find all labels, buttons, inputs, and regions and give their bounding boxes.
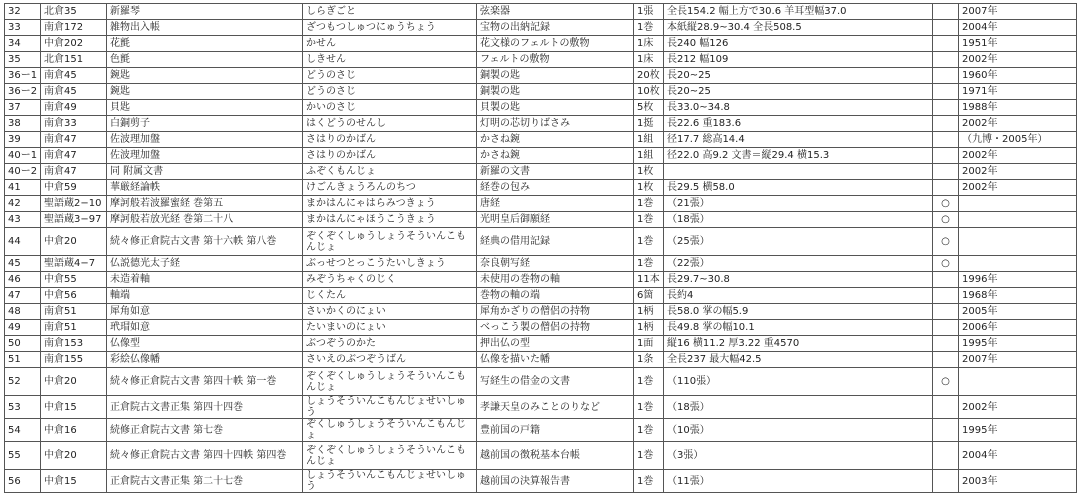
table-row bbox=[5, 256, 1077, 272]
table-row bbox=[5, 396, 1077, 419]
year-cell: 2002年 bbox=[959, 396, 1077, 419]
item-reading-cell: たいまいのにょい bbox=[303, 320, 477, 336]
year-cell bbox=[959, 256, 1077, 272]
year-cell: 2003年 bbox=[959, 470, 1077, 493]
item-reading-cell: しょうそういんこもんじょせいしゅう bbox=[303, 470, 477, 493]
table-body bbox=[5, 4, 1077, 493]
dimensions-cell: （11張） bbox=[664, 470, 933, 493]
item-description-cell: 灯明の芯切りばさみ bbox=[477, 116, 634, 132]
item-number-cell: 39 bbox=[5, 132, 41, 148]
dimensions-cell: 長29.5 横58.0 bbox=[664, 180, 933, 196]
item-number-cell: 40ー2 bbox=[5, 164, 41, 180]
quantity-cell: 1柄 bbox=[634, 304, 664, 320]
item-reading-cell: はくどうのせんし bbox=[303, 116, 477, 132]
quantity-cell: 1巻 bbox=[634, 228, 664, 256]
item-name-cell: 華厳経論帙 bbox=[107, 180, 303, 196]
mark-cell bbox=[933, 4, 959, 20]
item-reading-cell: ぞくぞくしゅうしょうそういんこもんじょ bbox=[303, 442, 477, 470]
item-number-cell: 47 bbox=[5, 288, 41, 304]
year-cell: 2002年 bbox=[959, 164, 1077, 180]
item-reading-cell: ざつもつしゅつにゅうちょう bbox=[303, 20, 477, 36]
quantity-cell: 1巻 bbox=[634, 196, 664, 212]
item-description-cell: 越前国の決算報告書 bbox=[477, 470, 634, 493]
storage-location-cell: 南倉47 bbox=[41, 148, 107, 164]
table-row bbox=[5, 368, 1077, 396]
table-row bbox=[5, 132, 1077, 148]
quantity-cell: 1組 bbox=[634, 132, 664, 148]
item-description-cell: 新羅の文書 bbox=[477, 164, 634, 180]
item-name-cell: 新羅琴 bbox=[107, 4, 303, 20]
item-reading-cell: どうのさじ bbox=[303, 84, 477, 100]
year-cell: 1968年 bbox=[959, 288, 1077, 304]
item-number-cell: 45 bbox=[5, 256, 41, 272]
year-cell: 1995年 bbox=[959, 419, 1077, 442]
mark-cell bbox=[933, 84, 959, 100]
year-cell: 1996年 bbox=[959, 272, 1077, 288]
item-number-cell: 44 bbox=[5, 228, 41, 256]
item-name-cell: 摩訶般若放光経 巻第二十八 bbox=[107, 212, 303, 228]
item-reading-cell: けごんきょうろんのちつ bbox=[303, 180, 477, 196]
mark-cell bbox=[933, 132, 959, 148]
table-row bbox=[5, 212, 1077, 228]
item-name-cell: 雑物出入帳 bbox=[107, 20, 303, 36]
mark-cell: ○ bbox=[933, 196, 959, 212]
item-reading-cell: みぞうちゃくのじく bbox=[303, 272, 477, 288]
dimensions-cell: 本紙縦28.9~30.4 全長508.5 bbox=[664, 20, 933, 36]
item-description-cell: 写経生の借金の文書 bbox=[477, 368, 634, 396]
item-reading-cell: しきせん bbox=[303, 52, 477, 68]
dimensions-cell: （18張） bbox=[664, 396, 933, 419]
storage-location-cell: 聖語蔵4−7 bbox=[41, 256, 107, 272]
item-name-cell: 仏像型 bbox=[107, 336, 303, 352]
storage-location-cell: 南倉47 bbox=[41, 132, 107, 148]
item-reading-cell: ふぞくもんじょ bbox=[303, 164, 477, 180]
dimensions-cell: （18張） bbox=[664, 212, 933, 228]
item-number-cell: 35 bbox=[5, 52, 41, 68]
item-number-cell: 36ー2 bbox=[5, 84, 41, 100]
item-name-cell: 白銅剪子 bbox=[107, 116, 303, 132]
item-name-cell: 佐波理加盤 bbox=[107, 148, 303, 164]
item-description-cell: 唐経 bbox=[477, 196, 634, 212]
item-number-cell: 50 bbox=[5, 336, 41, 352]
item-name-cell: 摩訶般若波羅蜜経 巻第五 bbox=[107, 196, 303, 212]
quantity-cell: 1巻 bbox=[634, 419, 664, 442]
year-cell: 2002年 bbox=[959, 148, 1077, 164]
quantity-cell: 1枚 bbox=[634, 164, 664, 180]
dimensions-cell: 長49.8 掌の幅10.1 bbox=[664, 320, 933, 336]
table-row bbox=[5, 52, 1077, 68]
item-description-cell: 未使用の巻物の軸 bbox=[477, 272, 634, 288]
quantity-cell: 1巻 bbox=[634, 442, 664, 470]
storage-location-cell: 中倉55 bbox=[41, 272, 107, 288]
item-description-cell: 銅製の匙 bbox=[477, 68, 634, 84]
table-row bbox=[5, 272, 1077, 288]
year-cell: 2007年 bbox=[959, 352, 1077, 368]
dimensions-cell: （110張） bbox=[664, 368, 933, 396]
quantity-cell: 1挺 bbox=[634, 116, 664, 132]
item-name-cell: 続々修正倉院古文書 第四十四帙 第四巻 bbox=[107, 442, 303, 470]
item-name-cell: 佐波理加盤 bbox=[107, 132, 303, 148]
year-cell: 2002年 bbox=[959, 116, 1077, 132]
item-description-cell: 宝物の出納記録 bbox=[477, 20, 634, 36]
dimensions-cell: （10張） bbox=[664, 419, 933, 442]
storage-location-cell: 中倉20 bbox=[41, 442, 107, 470]
table-row bbox=[5, 336, 1077, 352]
item-number-cell: 32 bbox=[5, 4, 41, 20]
mark-cell bbox=[933, 20, 959, 36]
item-number-cell: 53 bbox=[5, 396, 41, 419]
item-reading-cell: ぶつぞうのかた bbox=[303, 336, 477, 352]
year-cell: （九博・2005年） bbox=[959, 132, 1077, 148]
mark-cell bbox=[933, 100, 959, 116]
mark-cell bbox=[933, 396, 959, 419]
dimensions-cell: 長240 幅126 bbox=[664, 36, 933, 52]
table-row bbox=[5, 442, 1077, 470]
dimensions-cell: （21張） bbox=[664, 196, 933, 212]
item-number-cell: 48 bbox=[5, 304, 41, 320]
item-description-cell: 孝謙天皇のみことのりなど bbox=[477, 396, 634, 419]
mark-cell bbox=[933, 336, 959, 352]
storage-location-cell: 南倉49 bbox=[41, 100, 107, 116]
mark-cell: ○ bbox=[933, 368, 959, 396]
quantity-cell: 1床 bbox=[634, 36, 664, 52]
storage-location-cell: 南倉153 bbox=[41, 336, 107, 352]
item-description-cell: 光明皇后御願経 bbox=[477, 212, 634, 228]
item-reading-cell: どうのさじ bbox=[303, 68, 477, 84]
item-reading-cell: かせん bbox=[303, 36, 477, 52]
quantity-cell: 1巻 bbox=[634, 212, 664, 228]
storage-location-cell: 中倉202 bbox=[41, 36, 107, 52]
table-row bbox=[5, 196, 1077, 212]
quantity-cell: 1組 bbox=[634, 148, 664, 164]
year-cell: 2002年 bbox=[959, 52, 1077, 68]
dimensions-cell: 長20~25 bbox=[664, 84, 933, 100]
item-number-cell: 49 bbox=[5, 320, 41, 336]
dimensions-cell: （3張） bbox=[664, 442, 933, 470]
item-number-cell: 37 bbox=[5, 100, 41, 116]
item-name-cell: 続々修正倉院古文書 第十六帙 第八巻 bbox=[107, 228, 303, 256]
mark-cell bbox=[933, 320, 959, 336]
item-name-cell: 犀角如意 bbox=[107, 304, 303, 320]
storage-location-cell: 南倉155 bbox=[41, 352, 107, 368]
quantity-cell: 1枚 bbox=[634, 180, 664, 196]
item-description-cell: フェルトの敷物 bbox=[477, 52, 634, 68]
mark-cell bbox=[933, 180, 959, 196]
quantity-cell: 1面 bbox=[634, 336, 664, 352]
year-cell: 2005年 bbox=[959, 304, 1077, 320]
table-row bbox=[5, 180, 1077, 196]
table-row bbox=[5, 100, 1077, 116]
item-description-cell: 奈良朝写経 bbox=[477, 256, 634, 272]
quantity-cell: 1巻 bbox=[634, 396, 664, 419]
dimensions-cell: 全長237 最大幅42.5 bbox=[664, 352, 933, 368]
table-row bbox=[5, 68, 1077, 84]
item-number-cell: 54 bbox=[5, 419, 41, 442]
mark-cell bbox=[933, 304, 959, 320]
item-number-cell: 55 bbox=[5, 442, 41, 470]
quantity-cell: 10枚 bbox=[634, 84, 664, 100]
table-row bbox=[5, 20, 1077, 36]
storage-location-cell: 南倉172 bbox=[41, 20, 107, 36]
year-cell bbox=[959, 212, 1077, 228]
item-name-cell: 鋺匙 bbox=[107, 84, 303, 100]
item-name-cell: 未造着軸 bbox=[107, 272, 303, 288]
dimensions-cell: 長58.0 掌の幅5.9 bbox=[664, 304, 933, 320]
item-description-cell: 銅製の匙 bbox=[477, 84, 634, 100]
item-name-cell: 続修正倉院古文書 第七巻 bbox=[107, 419, 303, 442]
item-reading-cell: ぞくぞくしゅうしょうそういんこもんじょ bbox=[303, 368, 477, 396]
quantity-cell: 1巻 bbox=[634, 20, 664, 36]
item-number-cell: 36ー1 bbox=[5, 68, 41, 84]
storage-location-cell: 南倉33 bbox=[41, 116, 107, 132]
item-number-cell: 43 bbox=[5, 212, 41, 228]
item-name-cell: 軸端 bbox=[107, 288, 303, 304]
dimensions-cell: （22張） bbox=[664, 256, 933, 272]
storage-location-cell: 中倉20 bbox=[41, 228, 107, 256]
item-name-cell: 正倉院古文書正集 第二十七巻 bbox=[107, 470, 303, 493]
storage-location-cell: 南倉51 bbox=[41, 304, 107, 320]
mark-cell: ○ bbox=[933, 256, 959, 272]
year-cell: 2004年 bbox=[959, 20, 1077, 36]
item-name-cell: 花氈 bbox=[107, 36, 303, 52]
storage-location-cell: 南倉51 bbox=[41, 320, 107, 336]
treasure-list-table bbox=[4, 3, 1077, 493]
item-reading-cell: さいかくのにょい bbox=[303, 304, 477, 320]
dimensions-cell: 長22.6 重183.6 bbox=[664, 116, 933, 132]
item-number-cell: 46 bbox=[5, 272, 41, 288]
dimensions-cell: （25張） bbox=[664, 228, 933, 256]
mark-cell bbox=[933, 352, 959, 368]
item-description-cell: かさね鋺 bbox=[477, 132, 634, 148]
item-description-cell: かさね鋺 bbox=[477, 148, 634, 164]
storage-location-cell: 南倉45 bbox=[41, 84, 107, 100]
storage-location-cell: 聖語蔵3−97 bbox=[41, 212, 107, 228]
quantity-cell: 1柄 bbox=[634, 320, 664, 336]
item-description-cell: 越前国の徴税基本台帳 bbox=[477, 442, 634, 470]
item-description-cell: べっこう製の僧侶の持物 bbox=[477, 320, 634, 336]
mark-cell bbox=[933, 442, 959, 470]
item-number-cell: 42 bbox=[5, 196, 41, 212]
item-name-cell: 続々修正倉院古文書 第四十帙 第一巻 bbox=[107, 368, 303, 396]
quantity-cell: 5枚 bbox=[634, 100, 664, 116]
item-number-cell: 51 bbox=[5, 352, 41, 368]
item-reading-cell: しらぎごと bbox=[303, 4, 477, 20]
item-description-cell: 経典の借用記録 bbox=[477, 228, 634, 256]
storage-location-cell: 聖語蔵2−10 bbox=[41, 196, 107, 212]
item-reading-cell: じくたん bbox=[303, 288, 477, 304]
mark-cell bbox=[933, 288, 959, 304]
storage-location-cell: 中倉16 bbox=[41, 419, 107, 442]
table-row bbox=[5, 419, 1077, 442]
table-row bbox=[5, 470, 1077, 493]
item-number-cell: 56 bbox=[5, 470, 41, 493]
dimensions-cell: 長33.0~34.8 bbox=[664, 100, 933, 116]
dimensions-cell: 長29.7~30.8 bbox=[664, 272, 933, 288]
dimensions-cell: 径17.7 総高14.4 bbox=[664, 132, 933, 148]
item-name-cell: 鋺匙 bbox=[107, 68, 303, 84]
item-name-cell: 貝匙 bbox=[107, 100, 303, 116]
dimensions-cell: 長212 幅109 bbox=[664, 52, 933, 68]
item-reading-cell: ぞくしゅうしょうそういんこもんじょ bbox=[303, 419, 477, 442]
quantity-cell: 11本 bbox=[634, 272, 664, 288]
table-row bbox=[5, 4, 1077, 20]
storage-location-cell: 北倉151 bbox=[41, 52, 107, 68]
item-name-cell: 色氈 bbox=[107, 52, 303, 68]
item-name-cell: 同 附属文書 bbox=[107, 164, 303, 180]
mark-cell bbox=[933, 419, 959, 442]
mark-cell bbox=[933, 36, 959, 52]
mark-cell: ○ bbox=[933, 228, 959, 256]
table-row bbox=[5, 304, 1077, 320]
item-reading-cell: ぶっせつとっこうたいしきょう bbox=[303, 256, 477, 272]
quantity-cell: 20枚 bbox=[634, 68, 664, 84]
mark-cell bbox=[933, 116, 959, 132]
item-description-cell: 押出仏の型 bbox=[477, 336, 634, 352]
table-row bbox=[5, 352, 1077, 368]
item-description-cell: 仏像を描いた幡 bbox=[477, 352, 634, 368]
item-description-cell: 貝製の匙 bbox=[477, 100, 634, 116]
item-number-cell: 52 bbox=[5, 368, 41, 396]
year-cell: 2007年 bbox=[959, 4, 1077, 20]
year-cell bbox=[959, 228, 1077, 256]
storage-location-cell: 南倉45 bbox=[41, 68, 107, 84]
item-name-cell: 彩絵仏像幡 bbox=[107, 352, 303, 368]
item-description-cell: 弦楽器 bbox=[477, 4, 634, 20]
item-reading-cell: ぞくぞくしゅうしょうそういんこもんじょ bbox=[303, 228, 477, 256]
item-number-cell: 38 bbox=[5, 116, 41, 132]
year-cell bbox=[959, 196, 1077, 212]
year-cell: 2002年 bbox=[959, 180, 1077, 196]
quantity-cell: 1床 bbox=[634, 52, 664, 68]
mark-cell bbox=[933, 164, 959, 180]
item-reading-cell: さいえのぶつぞうばん bbox=[303, 352, 477, 368]
mark-cell: ○ bbox=[933, 212, 959, 228]
storage-location-cell: 南倉47 bbox=[41, 164, 107, 180]
table-row bbox=[5, 36, 1077, 52]
item-reading-cell: かいのさじ bbox=[303, 100, 477, 116]
dimensions-cell bbox=[664, 164, 933, 180]
item-reading-cell: まかはんにゃほうこうきょう bbox=[303, 212, 477, 228]
item-reading-cell: さはりのかばん bbox=[303, 148, 477, 164]
item-number-cell: 41 bbox=[5, 180, 41, 196]
table-row bbox=[5, 320, 1077, 336]
storage-location-cell: 中倉20 bbox=[41, 368, 107, 396]
mark-cell bbox=[933, 52, 959, 68]
mark-cell bbox=[933, 470, 959, 493]
item-number-cell: 33 bbox=[5, 20, 41, 36]
dimensions-cell: 縦16 横11.2 厚3.22 重4570 bbox=[664, 336, 933, 352]
table-row bbox=[5, 288, 1077, 304]
table-row bbox=[5, 148, 1077, 164]
quantity-cell: 6箇 bbox=[634, 288, 664, 304]
item-description-cell: 豊前国の戸籍 bbox=[477, 419, 634, 442]
year-cell: 1951年 bbox=[959, 36, 1077, 52]
item-name-cell: 仏説德光太子経 bbox=[107, 256, 303, 272]
item-number-cell: 34 bbox=[5, 36, 41, 52]
year-cell: 2006年 bbox=[959, 320, 1077, 336]
item-reading-cell: しょうそういんこもんじょせいしゅう bbox=[303, 396, 477, 419]
quantity-cell: 1巻 bbox=[634, 256, 664, 272]
item-number-cell: 40ー1 bbox=[5, 148, 41, 164]
year-cell: 2004年 bbox=[959, 442, 1077, 470]
dimensions-cell: 長20~25 bbox=[664, 68, 933, 84]
quantity-cell: 1巻 bbox=[634, 470, 664, 493]
quantity-cell: 1巻 bbox=[634, 368, 664, 396]
quantity-cell: 1条 bbox=[634, 352, 664, 368]
dimensions-cell: 全長154.2 幅上方で30.6 羊耳型幅37.0 bbox=[664, 4, 933, 20]
item-description-cell: 経巻の包み bbox=[477, 180, 634, 196]
quantity-cell: 1張 bbox=[634, 4, 664, 20]
year-cell: 1988年 bbox=[959, 100, 1077, 116]
item-name-cell: 玳瑁如意 bbox=[107, 320, 303, 336]
table-row bbox=[5, 84, 1077, 100]
item-reading-cell: さはりのかばん bbox=[303, 132, 477, 148]
year-cell: 1995年 bbox=[959, 336, 1077, 352]
storage-location-cell: 中倉59 bbox=[41, 180, 107, 196]
year-cell: 1971年 bbox=[959, 84, 1077, 100]
table-row bbox=[5, 116, 1077, 132]
dimensions-cell: 径22.0 高9.2 文書＝縦29.4 横15.3 bbox=[664, 148, 933, 164]
item-description-cell: 犀角かざりの僧侶の持物 bbox=[477, 304, 634, 320]
item-description-cell: 花文様のフェルトの敷物 bbox=[477, 36, 634, 52]
item-reading-cell: まかはんにゃはらみつきょう bbox=[303, 196, 477, 212]
item-name-cell: 正倉院古文書正集 第四十四巻 bbox=[107, 396, 303, 419]
year-cell bbox=[959, 368, 1077, 396]
item-description-cell: 巻物の軸の端 bbox=[477, 288, 634, 304]
storage-location-cell: 中倉15 bbox=[41, 470, 107, 493]
mark-cell bbox=[933, 68, 959, 84]
table-row bbox=[5, 164, 1077, 180]
dimensions-cell: 長約4 bbox=[664, 288, 933, 304]
year-cell: 1960年 bbox=[959, 68, 1077, 84]
storage-location-cell: 北倉35 bbox=[41, 4, 107, 20]
storage-location-cell: 中倉15 bbox=[41, 396, 107, 419]
mark-cell bbox=[933, 148, 959, 164]
mark-cell bbox=[933, 272, 959, 288]
table-row bbox=[5, 228, 1077, 256]
storage-location-cell: 中倉56 bbox=[41, 288, 107, 304]
